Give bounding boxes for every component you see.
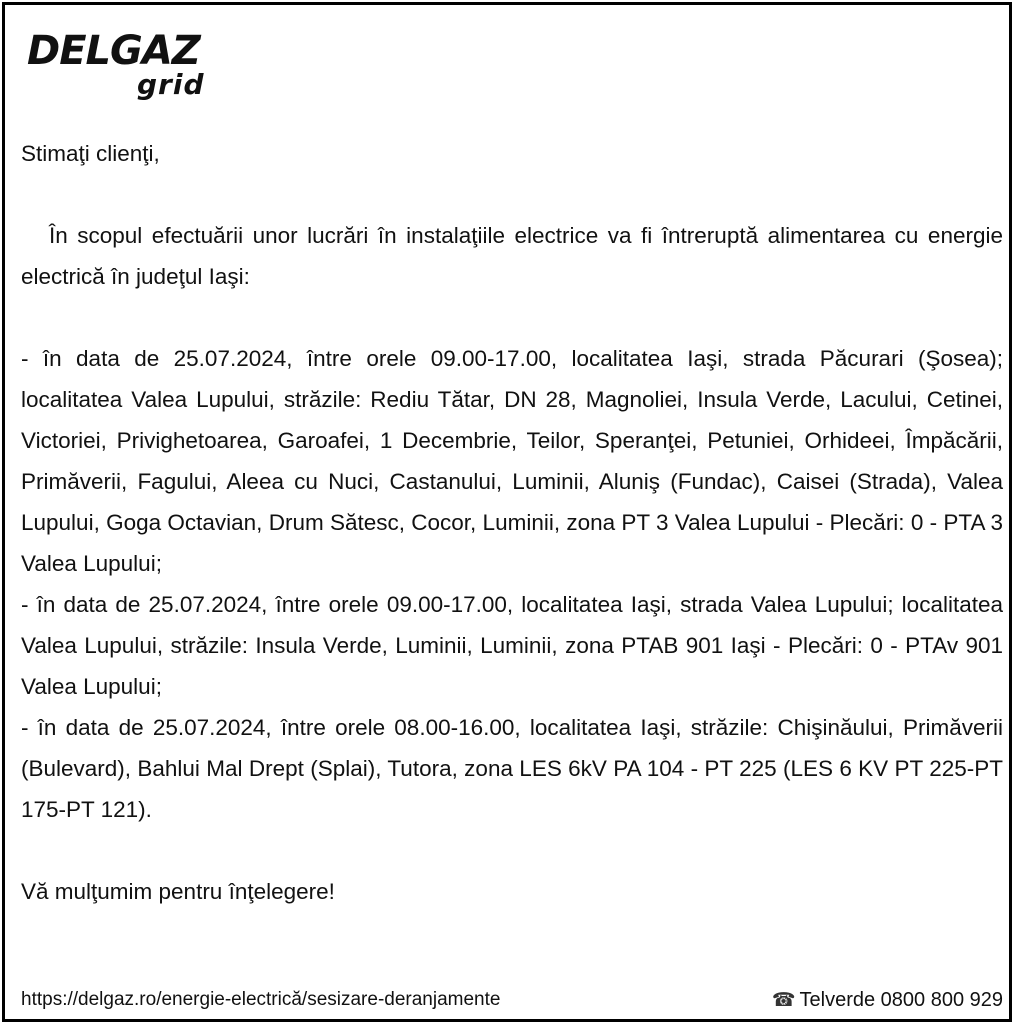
letter-body [21,133,1003,912]
closing-line: Vă mulţumim pentru înţelegere! [21,879,335,904]
phone-number: Telverde 0800 800 929 [799,989,1003,1011]
footer-url-link[interactable]: https://delgaz.ro/energie-electrică/sesizare-deranjamente [21,989,501,1010]
logo-sub-text: grid [137,68,205,101]
notice-frame [2,2,1012,1022]
greeting: Stimaţi clienţi, [21,141,160,166]
logo-main-text: DELGAZ [27,28,200,74]
spacer [21,297,1003,338]
intro-paragraph: În scopul efectuării unor lucrări în instalaţiile electrice va fi întreruptă alimentarea cu energie electrică în judeţul Iaşi: [21,223,1003,289]
outage-item-2: - în data de 25.07.2024, între orele 09.00-17.00, localitatea Iaşi, strada Valea Lupului; localitatea Valea Lupului, străzile: Insula Verde, Luminii, Luminii, zona PTAB 901 Iaşi - Plecări: 0 - PTAv 901 Valea Lupului; [21,592,1003,699]
outage-item-1: - în data de 25.07.2024, între orele 09.00-17.00, localitatea Iaşi, strada Păcurari (Şosea); localitatea Valea Lupului, străzile: Rediu Tătar, DN 28, Magnoliei, Insula Verde, Lacului, Cetinei, Victoriei, Privighetoarea, Garoafei, 1 Decembrie, Teilor, Speranţei, Petuniei, Orhideei, Împăcării, Primăverii, Fagului, Aleea cu Nuci, Castanului, Luminii, Aluniş (Fundac), Caisei (Strada), Valea Lupului, Goga Octavian, Drum Sătesc, Cocor, Luminii, zona PT 3 Valea Lupului - Plecări: 0 - PTA 3 Valea Lupului; [21,346,1003,576]
delgaz-grid-logo [27,29,227,109]
outage-item-3: - în data de 25.07.2024, între orele 08.00-16.00, localitatea Iaşi, străzile: Chişinăului, Primăverii (Bulevard), Bahlui Mal Drept (Splai), Tutora, zona LES 6kV PA 104 - PT 225 (LES 6 KV PT 225-PT 175-PT 121). [21,715,1003,822]
spacer [21,830,1003,871]
footer-phone [772,987,1003,1014]
phone-icon: ☎ [771,990,796,1011]
spacer [21,174,1003,215]
